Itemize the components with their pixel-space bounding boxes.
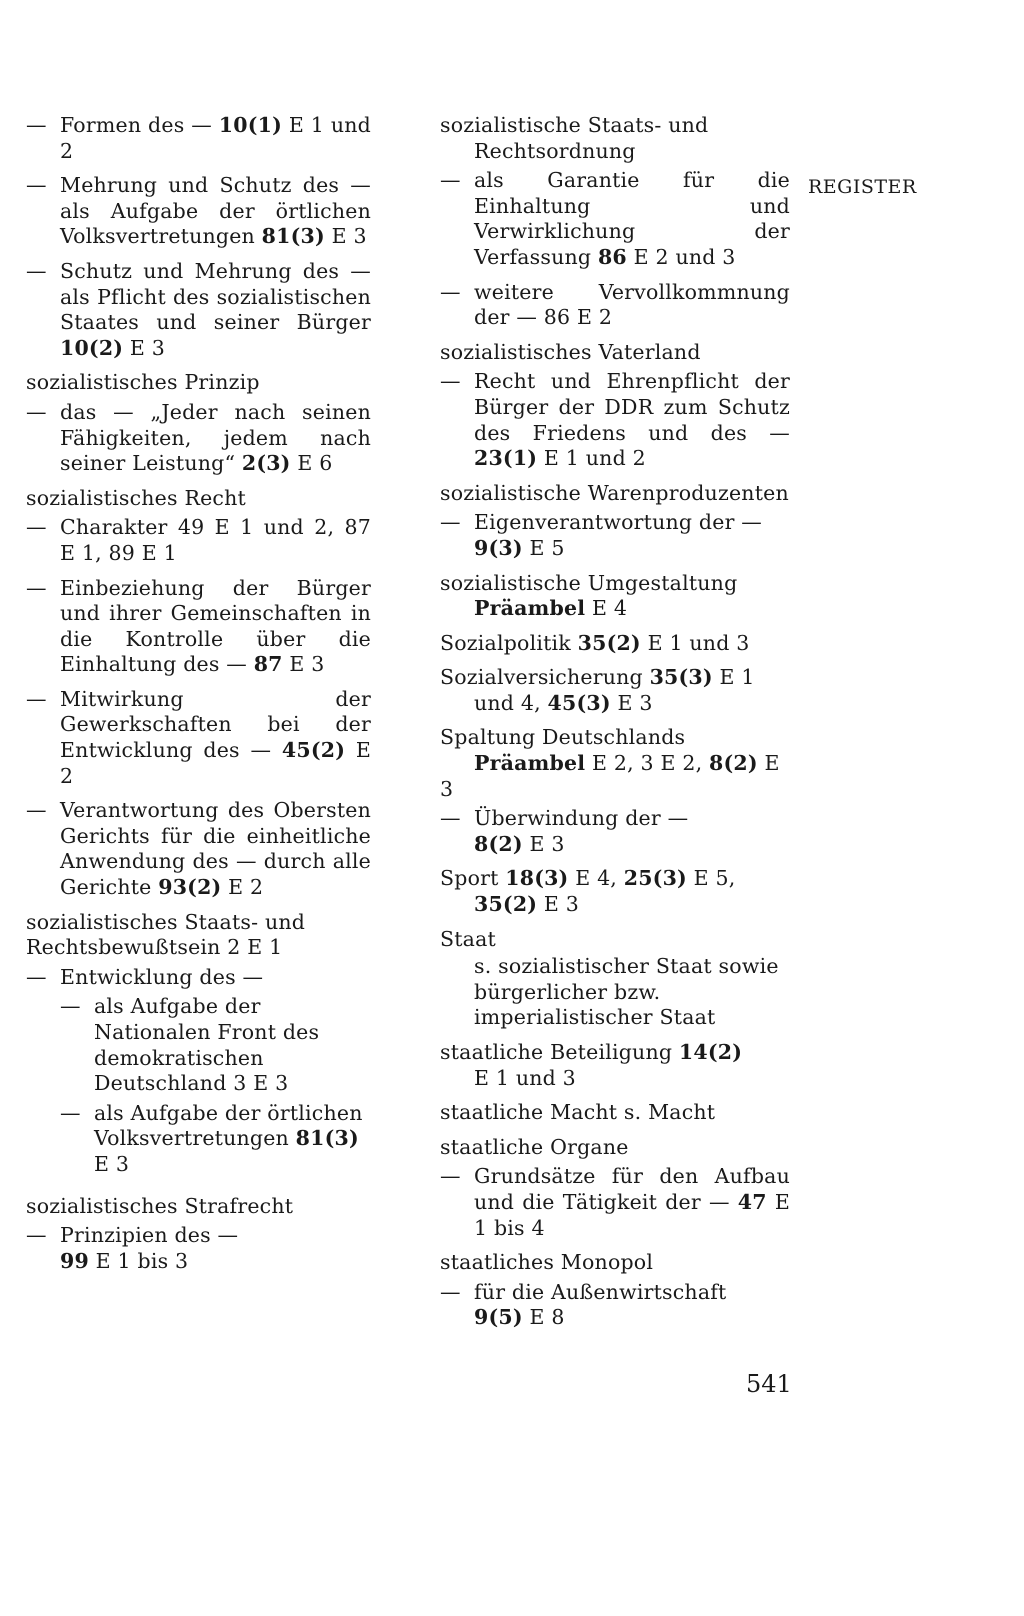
index-heading: staatliche Organe — [440, 1134, 629, 1159]
index-entry: — Mehrung und Schutz des — als Aufgabe der örtlichen Volksvertretungen 81(3) E 3 — [26, 173, 371, 249]
index-entry: — Entwicklung des — — [26, 964, 264, 989]
index-heading: sozialistisches Strafrecht — [26, 1193, 294, 1218]
index-entry: — Mitwirkung der Gewerkschaften bei der Entwicklung des — 45(2) E 2 — [26, 686, 372, 788]
index-heading: Sozialversicherung 35(3) E 1 und 4, 45(3) E 3 — [440, 665, 755, 715]
index-entry: — Überwindung der — 8(2) E 3 — [440, 806, 689, 856]
index-entry: — das — „Jeder nach seinen Fähigkeiten, jedem nach seiner Leistung“ 2(3) E 6 — [26, 399, 371, 476]
side-label: REGISTER — [808, 176, 917, 198]
index-heading: sozialistisches Staats- und Rechtsbewußtsein 2 E 1 — [26, 909, 306, 960]
right-column — [440, 113, 790, 1331]
index-entry: — Verantwortung des Obersten Gerichts für die einheitliche Anwendung des — durch alle Gerichte 93(2) E 2 — [26, 798, 371, 900]
index-entry: — für die Außenwirtschaft 9(5) E 8 — [440, 1279, 727, 1330]
page-number: 541 — [746, 1370, 792, 1398]
index-heading: sozialistisches Vaterland — [440, 339, 701, 364]
index-heading: staatliches Monopol — [440, 1250, 654, 1275]
index-reference: s. sozialistischer Staat sowie bürgerlicher bzw. imperialistischer Staat — [474, 954, 779, 1030]
index-subentry: — als Aufgabe der örtlichen Volksvertretungen 81(3) E 3 — [60, 1100, 363, 1176]
index-heading: staatliche Beteiligung 14(2) E 1 und 3 — [440, 1040, 743, 1090]
index-entry: — Einbeziehung der Bürger und ihrer Gemeinschaften in die Kontrolle über die Einhaltung des — 87 E 3 — [26, 575, 371, 677]
index-heading: sozialistische Staats- und Rechtsordnung — [440, 113, 709, 163]
index-heading: Sozialpolitik 35(2) E 1 und 3 — [440, 630, 750, 655]
index-entry: — Grundsätze für den Aufbau und die Tätigkeit der — 47 E 1 bis 4 — [440, 1164, 790, 1240]
index-heading: staatliche Macht s. Macht — [440, 1100, 716, 1125]
index-entry: — Recht und Ehrenpflicht der Bürger der DDR zum Schutz des Friedens und des — 23(1) E 1 und 2 — [440, 369, 790, 471]
index-entry: — Formen des — 10(1) E 1 und 2 — [26, 113, 371, 163]
index-entry: — Charakter 49 E 1 und 2, 87 E 1, 89 E 1 — [26, 515, 371, 565]
index-subentry: — als Aufgabe der Nationalen Front des demokratischen Deutschland 3 E 3 — [60, 994, 320, 1096]
index-heading: Staat — [440, 926, 496, 951]
left-column — [26, 113, 371, 1274]
index-entry: — Schutz und Mehrung des — als Pflicht des sozialistischen Staates und seiner Bürger 10(2) E 3 — [26, 258, 371, 360]
index-heading: sozialistische Umgestaltung Präambel E 4 — [440, 570, 738, 621]
index-entry: — weitere Vervollkommnung der — 86 E 2 — [440, 279, 790, 330]
index-entry: — Eigenverantwortung der — 9(3) E 5 — [440, 510, 762, 560]
index-heading: sozialistisches Prinzip — [26, 370, 260, 395]
index-entry: — Prinzipien des — 99 E 1 bis 3 — [26, 1223, 239, 1273]
index-heading: Sport 18(3) E 4, 25(3) E 5, 35(2) E 3 — [440, 866, 736, 917]
index-heading: sozialistisches Recht — [26, 485, 246, 510]
index-heading: Spaltung Deutschlands Präambel E 2, 3 E 2, 8(2) E 3 — [440, 725, 780, 801]
index-entry: — als Garantie für die Einhaltung und Verwirklichung der Verfassung 86 E 2 und 3 — [440, 168, 790, 269]
index-heading: sozialistische Warenproduzenten — [440, 480, 789, 505]
